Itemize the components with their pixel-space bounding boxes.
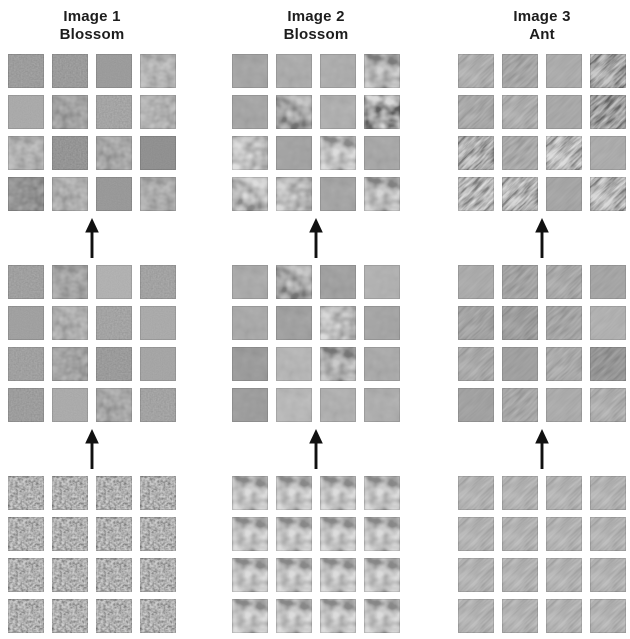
column-title-image-1 <box>8 8 176 46</box>
feature-map-tile <box>96 265 132 299</box>
feature-map-tile <box>96 476 132 510</box>
feature-map-tile <box>96 306 132 340</box>
feature-map-tile <box>590 265 626 299</box>
feature-map-tile <box>502 95 538 129</box>
column-title-line2: Blossom <box>283 25 349 43</box>
up-arrow <box>458 218 626 258</box>
feature-map-tile <box>590 95 626 129</box>
feature-map-tile <box>52 476 88 510</box>
feature-map-tile <box>458 177 494 211</box>
feature-map-tile <box>546 558 582 592</box>
feature-map-tile <box>96 177 132 211</box>
feature-map-tile <box>140 54 176 88</box>
feature-map-tile <box>546 517 582 551</box>
up-arrow-icon <box>81 218 103 258</box>
up-arrow <box>458 429 626 469</box>
feature-map-tile <box>232 347 268 381</box>
feature-map-tile <box>96 599 132 633</box>
feature-map-tile <box>96 136 132 170</box>
feature-map-tile <box>502 265 538 299</box>
feature-map-tile <box>276 558 312 592</box>
feature-map-tile <box>232 95 268 129</box>
feature-map-tile <box>458 599 494 633</box>
feature-map-tile <box>364 177 400 211</box>
feature-map-tile <box>52 265 88 299</box>
feature-map-tile <box>140 476 176 510</box>
feature-map-tile <box>96 388 132 422</box>
feature-map-tile <box>546 95 582 129</box>
feature-map-tile <box>590 54 626 88</box>
feature-map-tile <box>96 347 132 381</box>
feature-map-tile <box>546 54 582 88</box>
up-arrow <box>8 429 176 469</box>
feature-grid-mid-layer <box>458 265 626 422</box>
feature-map-tile <box>8 558 44 592</box>
feature-map-tile <box>8 95 44 129</box>
feature-map-tile <box>502 347 538 381</box>
feature-map-tile <box>502 517 538 551</box>
feature-grid-mid-layer <box>8 265 176 422</box>
feature-map-tile <box>458 136 494 170</box>
feature-map-tile <box>276 306 312 340</box>
feature-map-tile <box>320 136 356 170</box>
feature-map-tile <box>546 265 582 299</box>
column-image-3 <box>458 6 626 633</box>
feature-map-tile <box>232 265 268 299</box>
feature-map-tile <box>52 558 88 592</box>
column-title-line2: Blossom <box>59 25 125 43</box>
feature-map-tile <box>364 136 400 170</box>
feature-map-tile <box>276 476 312 510</box>
feature-map-tile <box>232 517 268 551</box>
feature-map-tile <box>364 517 400 551</box>
feature-map-tile <box>140 136 176 170</box>
feature-map-tile <box>8 599 44 633</box>
feature-grid-early-layer <box>458 476 626 633</box>
feature-grid-mid-layer <box>232 265 400 422</box>
feature-map-tile <box>276 517 312 551</box>
column-title-image-3 <box>458 8 626 46</box>
feature-map-tile <box>364 388 400 422</box>
up-arrow <box>232 218 400 258</box>
feature-map-tile <box>320 95 356 129</box>
column-title-line1: Image 1 <box>63 8 121 25</box>
feature-map-tile <box>458 347 494 381</box>
feature-map-tile <box>276 599 312 633</box>
feature-map-tile <box>590 599 626 633</box>
feature-grid-early-layer <box>232 476 400 633</box>
feature-map-tile <box>52 388 88 422</box>
feature-map-tile <box>546 306 582 340</box>
feature-map-tile <box>140 558 176 592</box>
feature-grid-deep-layer <box>458 54 626 211</box>
feature-grid-deep-layer <box>232 54 400 211</box>
feature-map-tile <box>52 177 88 211</box>
feature-map-tile <box>232 136 268 170</box>
feature-map-tile <box>320 388 356 422</box>
feature-map-tile <box>52 136 88 170</box>
feature-map-tile <box>52 54 88 88</box>
feature-map-tile <box>8 306 44 340</box>
feature-map-tile <box>8 136 44 170</box>
feature-map-tile <box>276 136 312 170</box>
feature-map-tile <box>364 558 400 592</box>
feature-map-tile <box>140 306 176 340</box>
feature-map-tile <box>546 177 582 211</box>
feature-map-tile <box>8 517 44 551</box>
feature-map-tile <box>320 265 356 299</box>
feature-map-tile <box>502 54 538 88</box>
feature-map-tile <box>546 347 582 381</box>
feature-map-tile <box>546 476 582 510</box>
feature-map-tile <box>232 558 268 592</box>
up-arrow-icon <box>305 429 327 469</box>
feature-map-tile <box>52 347 88 381</box>
feature-map-tile <box>502 476 538 510</box>
up-arrow-icon <box>531 218 553 258</box>
feature-map-tile <box>502 136 538 170</box>
feature-map-tile <box>96 95 132 129</box>
feature-map-tile <box>320 517 356 551</box>
column-image-2 <box>232 6 400 633</box>
feature-map-tile <box>8 347 44 381</box>
feature-map-tile <box>590 177 626 211</box>
feature-map-tile <box>546 388 582 422</box>
feature-map-tile <box>96 558 132 592</box>
column-title-line1: Image 3 <box>513 8 571 25</box>
feature-map-tile <box>8 265 44 299</box>
feature-map-tile <box>590 306 626 340</box>
up-arrow <box>232 429 400 469</box>
feature-map-tile <box>232 306 268 340</box>
feature-map-tile <box>502 306 538 340</box>
feature-map-tile <box>364 476 400 510</box>
feature-map-tile <box>320 476 356 510</box>
feature-map-tile <box>590 558 626 592</box>
feature-map-tile <box>502 177 538 211</box>
feature-map-tile <box>320 177 356 211</box>
feature-map-tile <box>458 95 494 129</box>
feature-map-tile <box>232 177 268 211</box>
feature-map-tile <box>458 558 494 592</box>
feature-map-tile <box>96 54 132 88</box>
feature-grid-deep-layer <box>8 54 176 211</box>
feature-map-tile <box>96 517 132 551</box>
feature-map-tile <box>276 388 312 422</box>
feature-map-tile <box>276 347 312 381</box>
feature-map-tile <box>8 54 44 88</box>
feature-map-tile <box>140 599 176 633</box>
feature-map-tile <box>458 476 494 510</box>
feature-map-tile <box>458 517 494 551</box>
feature-map-tile <box>458 265 494 299</box>
feature-map-tile <box>458 388 494 422</box>
up-arrow-icon <box>531 429 553 469</box>
column-title-line1: Image 2 <box>287 8 345 25</box>
feature-map-tile <box>320 347 356 381</box>
feature-map-tile <box>502 388 538 422</box>
feature-map-tile <box>458 306 494 340</box>
feature-map-tile <box>590 388 626 422</box>
feature-map-tile <box>546 136 582 170</box>
feature-map-tile <box>140 177 176 211</box>
feature-map-tile <box>320 558 356 592</box>
feature-map-tile <box>52 599 88 633</box>
up-arrow-icon <box>81 429 103 469</box>
feature-map-tile <box>8 476 44 510</box>
feature-map-tile <box>320 306 356 340</box>
feature-map-tile <box>232 599 268 633</box>
feature-map-tile <box>364 599 400 633</box>
feature-map-tile <box>590 347 626 381</box>
feature-map-tile <box>276 265 312 299</box>
feature-map-tile <box>52 517 88 551</box>
column-title-image-2 <box>232 8 400 46</box>
feature-map-tile <box>502 599 538 633</box>
feature-map-tile <box>590 517 626 551</box>
feature-map-tile <box>232 476 268 510</box>
feature-map-tile <box>364 265 400 299</box>
feature-map-tile <box>458 54 494 88</box>
feature-map-tile <box>140 265 176 299</box>
feature-map-tile <box>364 95 400 129</box>
feature-map-tile <box>590 476 626 510</box>
feature-map-tile <box>140 388 176 422</box>
feature-map-tile <box>320 54 356 88</box>
feature-map-tile <box>320 599 356 633</box>
feature-map-tile <box>8 388 44 422</box>
feature-map-tile <box>364 306 400 340</box>
up-arrow <box>8 218 176 258</box>
feature-map-tile <box>590 136 626 170</box>
feature-map-tile <box>52 306 88 340</box>
feature-map-tile <box>502 558 538 592</box>
feature-map-tile <box>140 95 176 129</box>
feature-grid-early-layer <box>8 476 176 633</box>
feature-map-tile <box>364 54 400 88</box>
feature-map-tile <box>232 54 268 88</box>
column-image-1 <box>8 6 176 633</box>
feature-map-tile <box>8 177 44 211</box>
feature-map-tile <box>364 347 400 381</box>
feature-map-tile <box>546 599 582 633</box>
feature-map-tile <box>276 95 312 129</box>
feature-map-tile <box>52 95 88 129</box>
feature-map-tile <box>140 517 176 551</box>
feature-map-tile <box>276 177 312 211</box>
column-title-line2: Ant <box>529 25 555 43</box>
feature-map-tile <box>140 347 176 381</box>
up-arrow-icon <box>305 218 327 258</box>
feature-map-tile <box>232 388 268 422</box>
feature-map-tile <box>276 54 312 88</box>
